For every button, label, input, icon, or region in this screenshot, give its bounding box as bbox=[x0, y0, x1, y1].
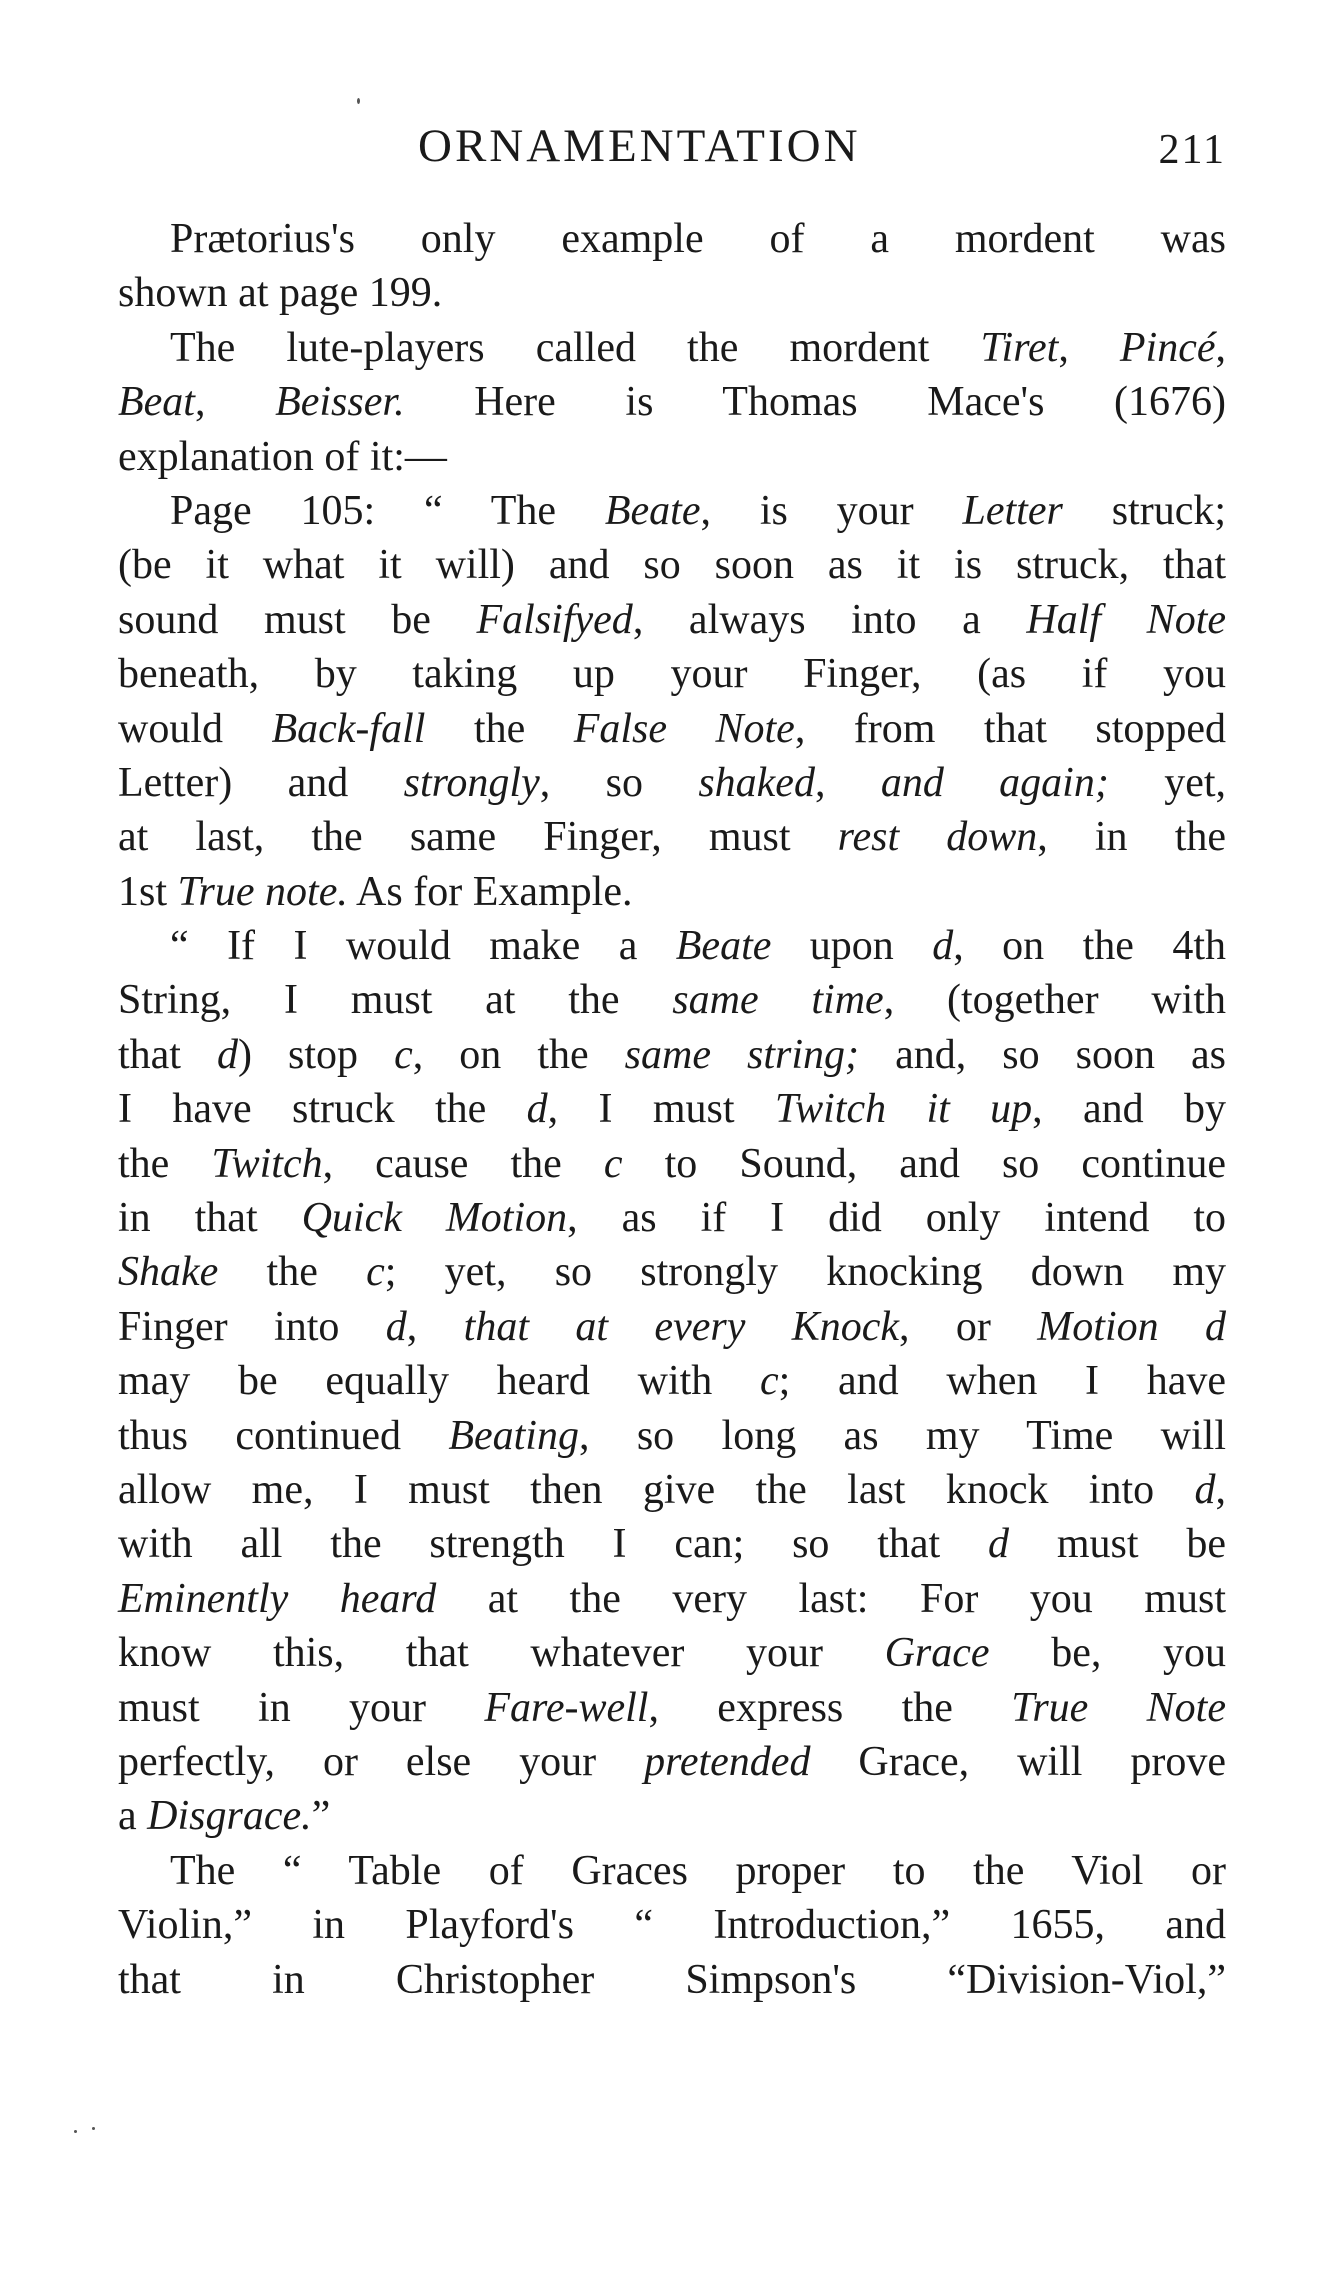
text-run: “ If I would make a bbox=[170, 923, 676, 970]
text-run: , in the bbox=[1037, 814, 1226, 861]
text-line bbox=[118, 919, 1226, 973]
text-line bbox=[118, 1354, 1226, 1408]
text-run: upon bbox=[771, 923, 933, 970]
text-line bbox=[118, 1789, 1226, 1843]
text-line bbox=[118, 1137, 1226, 1191]
text-run: Grace, will prove bbox=[810, 1738, 1226, 1785]
text-run: , bbox=[1215, 1466, 1226, 1513]
text-run: sound must be bbox=[118, 596, 477, 643]
italic-run: shaked bbox=[698, 759, 815, 806]
text-run: struck; bbox=[1062, 487, 1226, 534]
text-run: Violin,” in Playford's “ Introduction,” 1655, and bbox=[118, 1902, 1226, 1949]
text-run: would bbox=[118, 705, 272, 752]
italic-run: Letter bbox=[962, 487, 1063, 534]
text-line bbox=[118, 1517, 1226, 1571]
text-line bbox=[118, 593, 1226, 647]
text-run: must in your bbox=[118, 1684, 485, 1731]
text-run: , bbox=[1058, 324, 1120, 371]
italic-run: c bbox=[760, 1358, 779, 1405]
italic-run: True note. bbox=[177, 868, 348, 915]
text-run: a bbox=[118, 1793, 148, 1840]
text-run: yet, bbox=[1108, 759, 1226, 806]
text-run: in that bbox=[118, 1195, 302, 1242]
text-run: Here is Thomas Mace's (1676) bbox=[404, 379, 1226, 426]
italic-run: Motion d bbox=[1037, 1303, 1227, 1350]
print-speck bbox=[92, 2127, 95, 2130]
text-run: The lute-players called the mordent bbox=[170, 324, 981, 371]
text-line bbox=[118, 212, 1226, 266]
text-line bbox=[118, 266, 1226, 320]
text-run: , (together with bbox=[883, 977, 1226, 1024]
text-line bbox=[118, 702, 1226, 756]
text-run: Prætorius's only example of a mordent was bbox=[170, 216, 1226, 262]
italic-run: Disgrace. bbox=[147, 1793, 312, 1840]
text-run: , so bbox=[539, 759, 699, 806]
text-run: , and by bbox=[1032, 1086, 1226, 1133]
text-line bbox=[118, 1953, 1226, 2007]
text-line bbox=[118, 430, 1226, 484]
text-run: shown at page 199. bbox=[118, 270, 443, 317]
text-run: , express the bbox=[648, 1684, 1012, 1731]
text-line bbox=[118, 756, 1226, 810]
text-run: the bbox=[118, 1140, 212, 1187]
italic-run: d bbox=[1194, 1466, 1216, 1513]
text-run: and, so soon as bbox=[859, 1031, 1227, 1078]
text-run: that in Christopher Simpson's “Division-Viol,” bbox=[118, 1956, 1226, 2003]
italic-run: that at every Knock bbox=[463, 1303, 900, 1350]
italic-run: pretended bbox=[644, 1738, 811, 1785]
text-line bbox=[118, 321, 1226, 375]
text-run: perfectly, or else your bbox=[118, 1738, 645, 1785]
text-run: 1st bbox=[118, 868, 178, 915]
text-line bbox=[118, 538, 1226, 592]
text-run: , bbox=[814, 759, 881, 806]
text-run: , as if I did only intend to bbox=[567, 1195, 1226, 1242]
text-run: ; yet, so strongly knocking down my bbox=[384, 1249, 1226, 1296]
text-run: , I must bbox=[547, 1086, 775, 1133]
text-run: , always into a bbox=[632, 596, 1027, 643]
text-run: be, you bbox=[989, 1630, 1226, 1677]
italic-run: d bbox=[385, 1303, 407, 1350]
italic-run: Quick Motion bbox=[301, 1195, 568, 1242]
text-line bbox=[118, 810, 1226, 864]
text-run: I have struck the bbox=[118, 1086, 527, 1133]
text-run: Page 105: “ The bbox=[170, 487, 605, 534]
italic-run: rest down bbox=[837, 814, 1038, 861]
italic-run: strongly bbox=[403, 759, 540, 806]
text-run: allow me, I must then give the last knock into bbox=[118, 1466, 1195, 1513]
italic-run: c bbox=[603, 1140, 623, 1187]
italic-run: d bbox=[932, 923, 954, 970]
italic-run: Grace bbox=[884, 1630, 990, 1677]
italic-run: Beisser. bbox=[275, 379, 405, 426]
italic-run: same string; bbox=[624, 1031, 860, 1078]
text-run: (be it what it will) and so soon as it is struck, that bbox=[118, 542, 1226, 589]
italic-run: Tiret bbox=[980, 324, 1059, 371]
italic-run: Half Note bbox=[1026, 596, 1226, 643]
text-line bbox=[118, 865, 1226, 919]
text-run: explanation of it:— bbox=[118, 433, 447, 480]
text-run: , so long as my Time will bbox=[578, 1412, 1226, 1459]
text-line bbox=[118, 1028, 1226, 1082]
italic-run: Fare-well bbox=[484, 1684, 649, 1731]
italic-run: same time bbox=[672, 977, 884, 1024]
page-number: 211 bbox=[1158, 127, 1226, 173]
page-header bbox=[118, 116, 1226, 176]
text-run: may be equally heard with bbox=[118, 1358, 760, 1405]
text-line bbox=[118, 1844, 1226, 1898]
text-run: , bbox=[194, 379, 276, 426]
print-speck bbox=[74, 2130, 77, 2133]
italic-run: Falsifyed bbox=[476, 596, 633, 643]
italic-run: Beating bbox=[448, 1412, 579, 1459]
text-line bbox=[118, 1735, 1226, 1789]
text-run: know this, that whatever your bbox=[118, 1630, 885, 1677]
text-run: String, I must at the bbox=[118, 977, 673, 1024]
text-line bbox=[118, 647, 1226, 701]
text-run: The “ Table of Graces proper to the Viol or bbox=[170, 1847, 1226, 1894]
text-line bbox=[118, 1898, 1226, 1952]
italic-run: Back-fall bbox=[271, 705, 426, 752]
italic-run: Twitch it up bbox=[774, 1086, 1033, 1133]
text-run: Letter) and bbox=[118, 759, 404, 806]
text-run: , on the bbox=[412, 1031, 625, 1078]
text-run: to Sound, and so continue bbox=[622, 1140, 1226, 1187]
text-run: Finger into bbox=[118, 1303, 386, 1350]
italic-run: Beate bbox=[675, 923, 772, 970]
text-line bbox=[118, 375, 1226, 429]
text-line bbox=[118, 1463, 1226, 1517]
text-run: , bbox=[406, 1303, 464, 1350]
italic-run: Pincé bbox=[1119, 324, 1216, 371]
text-line bbox=[118, 1245, 1226, 1299]
text-run: , is your bbox=[700, 487, 963, 534]
italic-run: d bbox=[526, 1086, 548, 1133]
text-run: , cause the bbox=[322, 1140, 604, 1187]
running-title: ORNAMENTATION bbox=[418, 120, 861, 172]
text-line bbox=[118, 1409, 1226, 1463]
italic-run: Beat bbox=[118, 379, 195, 426]
text-run: , from that stopped bbox=[794, 705, 1227, 752]
italic-run: Eminently heard bbox=[118, 1575, 437, 1622]
text-line bbox=[118, 1681, 1226, 1735]
body-text bbox=[118, 212, 1226, 2007]
text-run: As for Example. bbox=[347, 868, 633, 915]
text-run: that bbox=[118, 1031, 218, 1078]
italic-run: d bbox=[217, 1031, 239, 1078]
text-run: beneath, by taking up your Finger, (as if you bbox=[118, 651, 1226, 698]
italic-run: Beate bbox=[604, 487, 701, 534]
text-line bbox=[118, 973, 1226, 1027]
italic-run: d bbox=[988, 1521, 1010, 1568]
italic-run: c bbox=[366, 1249, 385, 1296]
italic-run: c bbox=[394, 1031, 413, 1078]
text-run: thus continued bbox=[118, 1412, 449, 1459]
italic-run: and again; bbox=[880, 759, 1109, 806]
text-line bbox=[118, 1300, 1226, 1354]
print-speck bbox=[357, 98, 360, 104]
text-run: at the very last: For you must bbox=[436, 1575, 1226, 1622]
italic-run: False Note bbox=[573, 705, 795, 752]
text-run: , on the 4th bbox=[953, 923, 1226, 970]
text-run: , bbox=[1215, 324, 1227, 371]
text-run: the bbox=[218, 1249, 367, 1296]
text-run: with all the strength I can; so that bbox=[118, 1521, 989, 1568]
text-run: ) stop bbox=[238, 1031, 395, 1078]
text-line bbox=[118, 1191, 1226, 1245]
text-line bbox=[118, 484, 1226, 538]
text-run: , or bbox=[899, 1303, 1038, 1350]
text-line bbox=[118, 1082, 1226, 1136]
text-run: the bbox=[425, 705, 574, 752]
text-line bbox=[118, 1626, 1226, 1680]
text-run: ; and when I have bbox=[778, 1358, 1226, 1405]
italic-run: Twitch bbox=[211, 1140, 323, 1187]
text-run: ” bbox=[311, 1793, 331, 1840]
text-run: must be bbox=[1009, 1521, 1226, 1568]
text-run: at last, the same Finger, must bbox=[118, 814, 838, 861]
italic-run: True Note bbox=[1011, 1684, 1226, 1731]
text-line bbox=[118, 1572, 1226, 1626]
italic-run: Shake bbox=[118, 1249, 219, 1296]
